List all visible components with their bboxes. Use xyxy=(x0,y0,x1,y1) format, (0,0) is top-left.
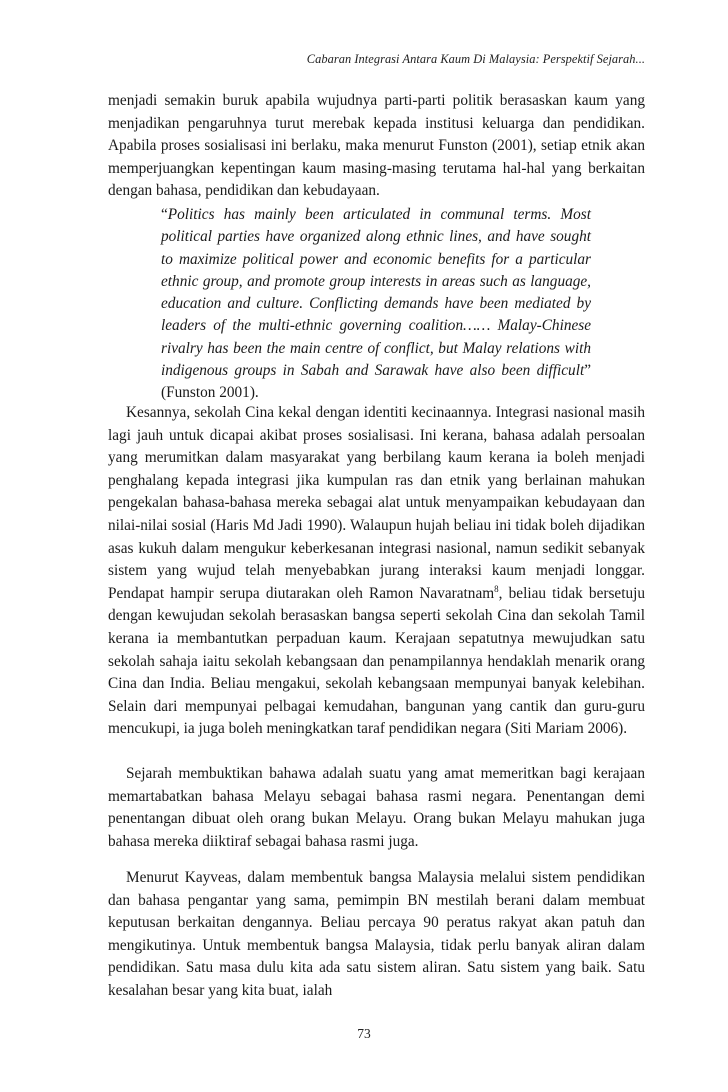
running-header: Cabaran Integrasi Antara Kaum Di Malaysia: Perspektif Sejarah... xyxy=(306,52,645,66)
paragraph-kesannya xyxy=(108,402,645,741)
page-number: 73 xyxy=(357,1026,371,1041)
paragraph-intro: menjadi semakin buruk apabila wujudnya parti-parti politik berasaskan kaum yang menjadikan pengaruhnya turut merebak kepada institusi keluarga dan pendidikan. Apabila proses sosialisasi ini berlaku, maka menurut Funston (2001), setiap etnik akan memperjuangkan kepentingan kaum masing-masing terutama hal-hal yang berkaitan dengan bahasa, pendidikan dan kebudayaan. xyxy=(108,92,645,200)
paragraph-kayveas: Menurut Kayveas, dalam membentuk bangsa Malaysia melalui sistem pendidikan dan bahasa pengantar yang sama, pemimpin BN mestilah berani dalam membuat keputusan berkaitan dengannya. Beliau percaya 90 peratus rakyat akan patuh dan mengikutinya. Untuk membentuk bangsa Malaysia, tidak perlu banyak aliran dalam pendidikan. Satu masa dulu kita ada satu sistem aliran. Satu sistem yang baik. Satu kesalahan besar yang kita buat, ialah xyxy=(108,869,645,999)
block-quote xyxy=(161,204,591,405)
quote-citation: ” (Funston 2001). xyxy=(161,362,591,402)
quote-text: Politics has mainly been articulated in communal terms. Most political parties have organized along ethnic lines, and have sought to maximize political power and economic benefits for a particular ethnic group, and promote group interests in areas such as language, education and culture. Conflicting demands have been mediated by leaders of the multi-ethnic governing coalition…… Malay-Chinese rivalry has been the main centre of conflict, but Malay relations with indigenous groups in Sabah and Sarawak have also been difficult xyxy=(161,206,591,380)
paragraph-kesannya-part2: , beliau tidak bersetuju dengan kewujudan sekolah berasaskan bangsa seperti sekolah Cina dan sekolah Tamil kerana ia membantutkan perpaduan kaum. Kerajaan sepatutnya mewujudkan satu sekolah sahaja iaitu sekolah kebangsaan dan penampilannya hendaklah menarik orang Cina dan India. Beliau mengakui, sekolah kebangsaan mempunyai banyak kelebihan. Selain dari mempunyai pelbagai kemudahan, bangunan yang cantik dan guru-guru mencukupi, ia juga boleh meningkatkan taraf pendidikan negara (Siti Mariam 2006). xyxy=(108,584,645,738)
paragraph-kesannya-part1: Kesannya, sekolah Cina kekal dengan identiti kecinaannya. Integrasi nasional masih lagi jauh untuk dicapai akibat proses sosialisasi. Ini kerana, bahasa adalah persoalan yang merumitkan dalam masyarakat yang berbilang kaum kerana ia boleh menjadi penghalang kepada integrasi jika kumpulan ras dan etnik yang berlainan mahukan pengekalan bahasa-bahasa mereka sebagai alat untuk menyampaikan kebudayaan dan nilai-nilai sosial (Haris Md Jadi 1990). Walaupun hujah beliau ini tidak boleh dijadikan asas kukuh dalam mengukur keberkesanan integrasi nasional, namun sedikit sebanyak sistem yang wujud telah menyebabkan jurang interaksi kaum menjadi longgar. Pendapat hampir serupa diutarakan oleh Ramon Navaratnam xyxy=(108,404,645,602)
quote-open-mark: “ xyxy=(161,206,168,223)
footnote-marker: 8 xyxy=(494,583,499,594)
paragraph-sejarah: Sejarah membuktikan bahawa adalah suatu yang amat memeritkan bagi kerajaan memartabatkan bahasa Melayu sebagai bahasa rasmi negara. Penentangan demi penentangan dibuat oleh orang bukan Melayu. Orang bukan Melayu mahukan juga bahasa mereka diiktiraf sebagai bahasa rasmi juga. xyxy=(108,765,645,850)
